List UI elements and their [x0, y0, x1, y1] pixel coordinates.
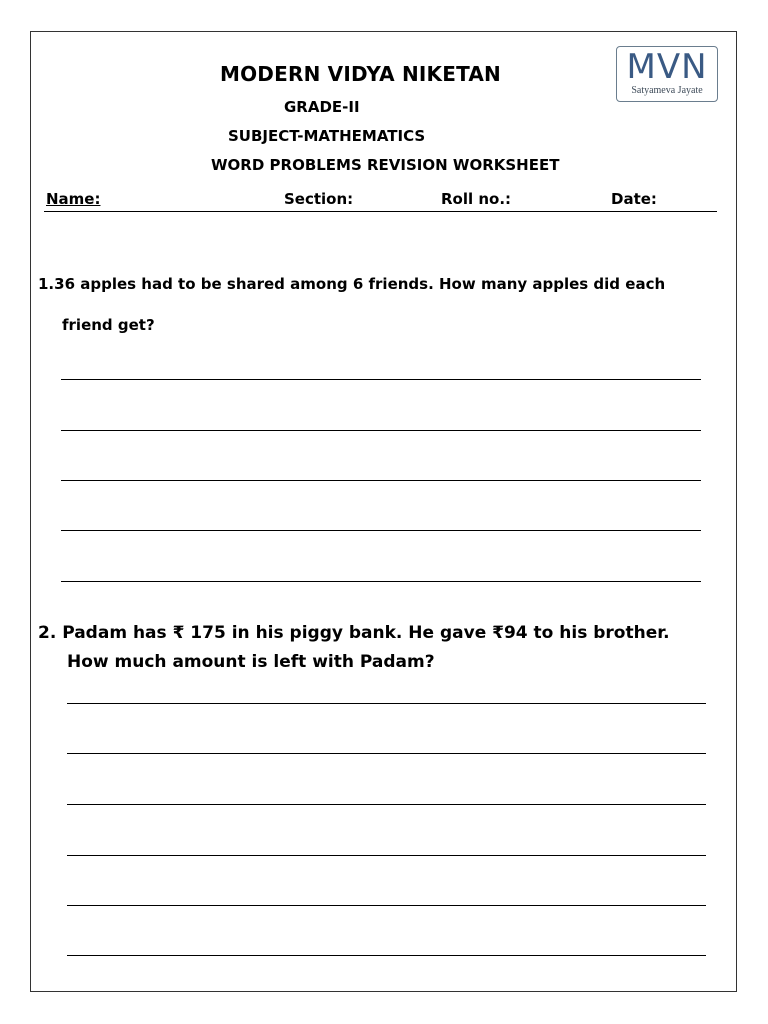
answer-line [67, 905, 706, 906]
date-label: Date: [611, 190, 657, 208]
roll-number-label: Roll no.: [441, 190, 512, 208]
name-label: Name: [46, 190, 101, 208]
answer-line [67, 855, 706, 856]
worksheet-title: WORD PROBLEMS REVISION WORKSHEET [211, 156, 560, 174]
worksheet-page [30, 31, 737, 992]
school-name: MODERN VIDYA NIKETAN [220, 62, 501, 86]
answer-line [67, 804, 706, 805]
section-label: Section: [284, 190, 354, 208]
answer-line [61, 430, 701, 431]
question-1-text-cont: friend get? [62, 316, 155, 334]
answer-line [61, 581, 701, 582]
answer-line [67, 703, 706, 704]
logo-motto: Satyameva Jayate [631, 85, 703, 96]
logo-initials: MVN [626, 47, 708, 87]
school-logo [616, 46, 718, 102]
question-1-text: 1.36 apples had to be shared among 6 friends. How many apples did each [38, 275, 666, 293]
answer-line [67, 753, 706, 754]
answer-line [61, 530, 701, 531]
grade-label: GRADE-II [284, 98, 360, 116]
answer-line [67, 955, 706, 956]
question-2-text: 2. Padam has ₹ 175 in his piggy bank. He gave ₹94 to his brother. [38, 623, 670, 643]
answer-line [61, 379, 701, 380]
question-2-text-cont: How much amount is left with Padam? [67, 652, 435, 672]
subject-label: SUBJECT-MATHEMATICS [228, 127, 426, 145]
answer-line [61, 480, 701, 481]
student-info-row [44, 190, 717, 212]
